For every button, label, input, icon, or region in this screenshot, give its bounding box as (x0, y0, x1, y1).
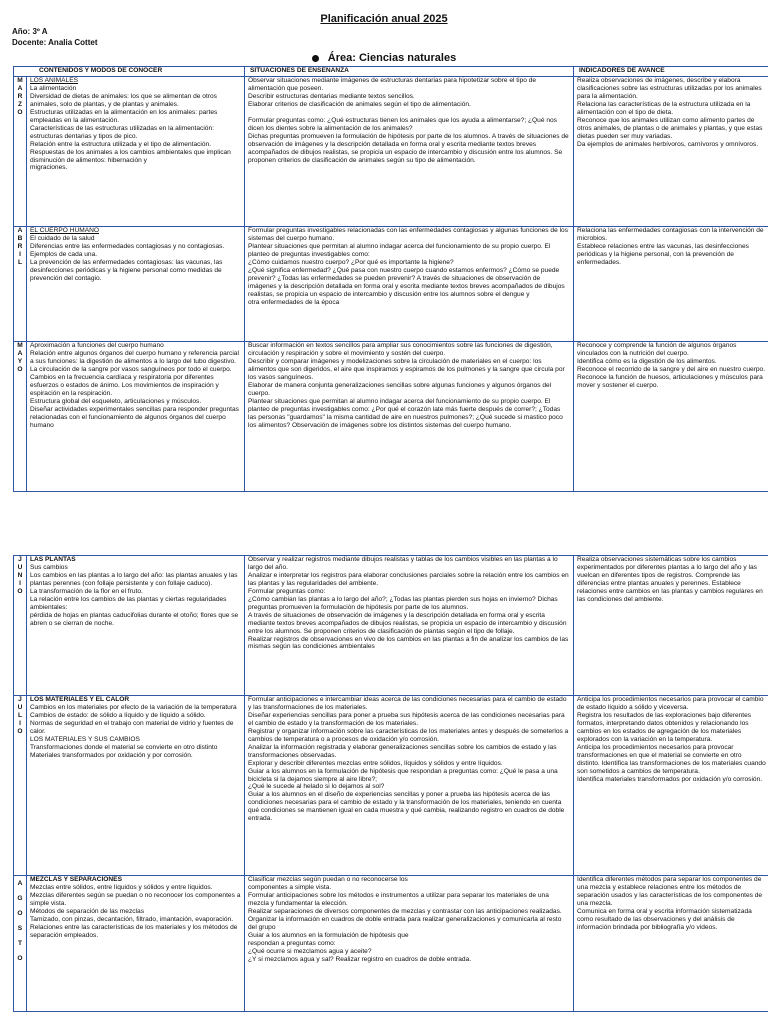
table-row (14, 876, 768, 1012)
contents-cell (27, 876, 245, 1012)
month-letter: A (17, 880, 23, 887)
content-title: LAS PLANTAS (30, 556, 76, 563)
month-letter: S (17, 925, 23, 932)
page-title: Planificación anual 2025 (320, 13, 448, 25)
content-text: Sus cambios Los cambios en las plantas a lo largo del año: las plantas anuales y las plantas perennes (con follaje persistente y con follaje caduco). La transformación de la flor en el fruto. La relación entre los cambios de las plantas y ciertas regularidades ambientales: pérdida de hojas en plantas caducifolias durante el otoño; flores que se abren o se cierran de noche. (30, 563, 239, 627)
teacher-line: Docente: Analia Cottet (12, 38, 98, 47)
month-letter: N (17, 571, 23, 579)
month-letter: T (17, 940, 23, 947)
situations-cell: Buscar información en textos sencillos para ampliar sus conocimientos sobre las funciones de digestión, circulación y respiración y sobre el movimiento y sostén del cuerpo. Describir y comparar imágenes y modelizaciones sobre la circulación de materiales en el cuerpo: los alimentos que son digeridos, el aire que inspiramos y espiramos de los pulmones y la sangre que circula por los vasos sanguíneos. Elaborar de manera conjunta generalizaciones sencillas sobre algunas funciones y algunos órganos del cuerpo. Plantear situaciones que permitan al alumno indagar acerca del funcionamiento de su propio cuerpo. El planteo de preguntas investigables como: ¿Por qué el corazón late más fuerte después de correr?; ¿Todas las personas "guardamos" la misma cantidad de aire en nuestros pulmones?; ¿Qué sucede si mastico poco los alimentos? Observación de imágenes sobre los distintos sistemas del cuerpo humano. (245, 342, 574, 492)
area-label: Área: Ciencias naturales (327, 52, 457, 64)
content-title: LOS ANIMALES (30, 77, 79, 84)
indicators-cell: Reconoce y comprende la función de algunos órganos vinculados con la nutrición del cuerpo. Identifica cómo es la digestión de los alimentos. Reconoce el recorrido de la sangre y del aire en nuestro cuerpo. Reconoce la función de huesos, articulaciones y músculos para mover y sostener el cuerpo. (574, 342, 768, 492)
month-cell (14, 227, 27, 342)
month-letter: M (17, 77, 23, 84)
content-text: El cuidado de la salud Diferencias entre las enfermedades contagiosas y no contagiosas. Ejemplos de cada una. La prevención de las enfermedades contagiosas: las vacunas, las desinfecciones periódicas y la higiene personal como medidas de prevención del contagio. (30, 234, 225, 282)
situations-cell: Formular preguntas investigables relacionadas con las enfermedades contagiosas y algunas funciones de los sistemas del cuerpo humano. Plantear situaciones que permitan al alumno indagar acerca del funcionamiento de su propio cuerpo. El planteo de preguntas investigables como: ¿Cómo cuidamos nuestro cuerpo? ¿Por qué es importante la higiene? ¿Qué significa enfermedad? ¿Qué pasa con nuestro cuerpo cuando estamos enfermos? ¿Cómo se puede prevenir? ¿Todas las enfermedades se pueden prevenir? A través de situaciones de observación de imágenes y la descripción detallada en forma oral y escrita mediante textos breves acompañados de dibujos realistas, se propicia un espacio de intercambio y discusión entre los alumnos sobre el dengue y otra enfermedades de la época (245, 227, 574, 342)
bullet-icon (312, 55, 319, 62)
month-letter: A (17, 227, 23, 234)
month-letter: O (17, 727, 23, 735)
month-letter: B (17, 234, 23, 242)
month-letter: O (17, 365, 23, 373)
year-line: Año: 3º A (12, 27, 48, 36)
month-cell (14, 77, 27, 227)
indicators-cell: Relaciona las enfermedades contagiosas con la intervención de microbios. Establece relaciones entre las vacunas, las desinfecciones periódicas y la higiene personal, con la prevención de enfermedades. (574, 227, 768, 342)
table-row (14, 696, 768, 876)
situations-cell: Formular anticipaciones e intercambiar ideas acerca de las condiciones necesarias para el cambio de estado y las transformaciones de los materiales. Diseñar experiencias sencillas para poner a prueba sus hipótesis acerca de las condiciones necesarias para el cambio de estado y la transformación de los materiales. Registrar y organizar información sobre las características de los materiales antes y después de someterlos a cambios de temperatura o a procesos de oxidación y/o corrosión. Analizar la información registrada y elaborar generalizaciones sencillas sobre los cambios de estado y las transformaciones observadas. Explorar y describir diferentes mezclas entre sólidos, líquidos y sólidos y entre líquidos. Guiar a los alumnos en la formulación de hipótesis que respondan a preguntas como: ¿Qué le pasa a una bicicleta si la dejamos siempre al aire libre?; ¿Qué le sucede al helado si lo dejamos al sol? Guiar a los alumnos en el diseño de experiencias sencillas y poner a prueba las hipótesis acerca de las condiciones necesarias para el cambio de estado y la transformación de los materiales, teniendo en cuenta qué condiciones se mantienen igual en cada muestra y qué cambia, realizando registro en cuadros de doble entrada. (245, 696, 574, 876)
month-letter: O (17, 910, 23, 917)
content-text: Aproximación a funciones del cuerpo humano Relación entre algunos órganos del cuerpo humano y referencia parcial a sus funciones: la digestión de alimentos a lo largo del tubo digestivo. La circulación de la sangre por vasos sanguíneos por todo el cuerpo. Cambios en la frecuencia cardíaca y respiratoria por diferentes esfuerzos o estados de ánimo. Los movimientos de inspiración y espiración en la respiración. Estructura global del esqueleto, articulaciones y músculos. Diseñar actividades experimentales sencillas para responder preguntas relacionadas con el funcionamiento de algunos órganos del cuerpo humano (30, 342, 239, 429)
situations-cell: Observar y realizar registros mediante dibujos realistas y tablas de los cambios visibles en las plantas a lo largo del año. Analizar e interpretar los registros para elaborar conclusiones parciales sobre la relación entre los cambios en las plantas y las regularidades del ambiente. Formular preguntas como: ¿Cómo cambian las plantas a lo largo del año?; ¿Todas las plantas pierden sus hojas en invierno? Dichas preguntas promueven la formulación de hipótesis por parte de los alumnos. A través de situaciones de observación de imágenes y la descripción detallada en forma oral y escrita mediante textos breves acompañados de dibujos realistas, se propicia un espacio de intercambio y discusión entre los alumnos. Se proponen criterios de clasificación de plantas según el tipo de follaje. Realizar registros de observaciones en vivo de los cambios en las plantas a fin de analizar los cambios de las mismas según las condiciones ambientales (245, 556, 574, 696)
contents-cell (27, 556, 245, 696)
month-letter: U (17, 563, 23, 571)
content-text: Cambios en los materiales por efecto de la variación de la temperatura Cambios de estado: de sólido a líquido y de líquido a sólido. Normas de seguridad en el trabajo con material de vidrio y fuentes de calor. LOS MATERIALES Y SUS CAMBIOS Transformaciones donde el material se convierte en otro distinto Materiales transformados por oxidación y por corrosión. (30, 703, 237, 759)
indicators-cell: Realiza observaciones de imágenes, describe y elabora clasificaciones sobre las estructuras utilizadas por los animales para la alimentación. Relaciona las características de la estructura utilizada en la alimentación con el tipo de dieta. Reconoce que los animales utilizan como alimento partes de otros animales, de plantas o de animales y plantas, y que estas dietas pueden ser muy variadas. Da ejemplos de animales herbívoros, carnívoros y omnívoros. (574, 77, 768, 227)
month-letter: A (17, 349, 23, 357)
planning-table-page-1 (13, 66, 768, 492)
situations-cell: Clasificar mezclas según puedan o no reconocerse los componentes a simple vista. Formular anticipaciones sobre los métodos e instrumentos a utilizar para separar los materiales de una mezcla y fundamentar la elección. Realizar separaciones de diversos componentes de mezclas y contrastar con las anticipaciones realizadas. Organizar la información en cuadros de doble entrada para realizar generalizaciones y comunicarla al resto del grupo Guiar a los alumnos en la formulación de hipótesis que respondan a preguntas como: ¿Qué ocurre si mezclamos agua y aceite? ¿Y si mezclamos agua y sal? Realizar registro en cuadros de doble entrada. (245, 876, 574, 1012)
indicators-cell: Identifica diferentes métodos para separar los componentes de una mezcla y establece relaciones entre los métodos de separación usados y las características de los componentes de una mezcla. Comunica en forma oral y escrita información sistematizada como resultado de las observaciones y del análisis de información brindada por bibliografía y/o videos. (574, 876, 768, 1012)
contents-cell (27, 77, 245, 227)
contents-cell (27, 342, 245, 492)
planning-table-page-2 (13, 555, 768, 1012)
table-row (14, 227, 768, 342)
content-text: Mezclas entre sólidos, entre líquidos y sólidos y entre líquidos. Mezclas diferentes según se puedan o no reconocer los componentes a simple vista. Métodos de separación de las mezclas Tamizado, con pinzas, decantación, filtrado, imantación, evaporación. Relaciones entre las características de los materiales y los métodos de separación empleados. (30, 883, 241, 939)
content-title: LOS MATERIALES Y EL CALOR (30, 696, 130, 703)
table-header-row (14, 67, 768, 77)
month-letter: I (19, 719, 21, 727)
indicators-cell: Realiza observaciones sistemáticas sobre los cambios experimentados por diferentes plantas a lo largo del año y las vuelcan en diferentes tipos de registros. Comprende las diferencias entre plantas anuales y perennes. Establece relaciones entre cambios en las plantas y cambios regulares en las condiciones del ambiente. (574, 556, 768, 696)
column-header-situations: SITUACIONES DE ENSEÑANZA (245, 67, 574, 77)
column-header-indicators: INDICADORES DE AVANCE (574, 67, 768, 77)
contents-cell (27, 227, 245, 342)
month-cell (14, 876, 27, 1012)
month-cell (14, 342, 27, 492)
content-text: La alimentación Diversidad de dietas de animales: los que se alimentan de otros animales, solo de plantas, y de plantas y animales. Estructuras utilizadas en la alimentación en los animales: partes empleadas en la alimentación. Características de las estructuras utilizadas en la alimentación: estructuras dentarias y tipos de pico. Relación entre la estructura utilizada y el tipo de alimentación. Respuestas de los animales a los cambios ambientales que implican disminución de alimentos: hibernación y migraciones. (30, 84, 231, 172)
table-row (14, 342, 768, 492)
month-letter: O (17, 587, 23, 595)
month-letter: J (18, 556, 22, 563)
month-cell (14, 556, 27, 696)
month-cell (14, 696, 27, 876)
content-title: EL CUERPO HUMANO (30, 227, 99, 234)
month-letter: A (17, 84, 23, 92)
month-letter: I (19, 250, 21, 258)
table-row (14, 556, 768, 696)
month-letter: R (17, 92, 23, 100)
month-letter: Y (17, 357, 23, 365)
content-title: MEZCLAS Y SEPARACIONES (30, 876, 122, 883)
month-letter: U (17, 703, 23, 711)
month-letter: G (17, 895, 23, 902)
month-letter: R (17, 242, 23, 250)
column-header-contents: CONTENIDOS Y MODOS DE CONOCER (14, 67, 245, 77)
month-letter: L (17, 258, 23, 266)
month-letter: O (17, 108, 23, 116)
month-letter: O (17, 955, 23, 962)
contents-cell (27, 696, 245, 876)
month-letter: Z (17, 100, 23, 108)
month-letter: M (17, 342, 23, 349)
month-letter: J (18, 696, 22, 703)
month-letter: L (17, 711, 23, 719)
area-heading (0, 52, 768, 64)
table-row (14, 77, 768, 227)
situations-cell: Observar situaciones mediante imágenes de estructuras dentarias para hipotetizar sobre el tipo de alimentación que poseen. Describir estructuras dentarias mediante textos sencillos. Elaborar criterios de clasificación de animales según el tipo de alimentación. Formular preguntas como: ¿Qué estructuras tienen los animales que los ayuda a alimentarse?; ¿Qué nos dicen los dientes sobre la alimentación de los animales? Dichas preguntas promueven la formulación de hipótesis por parte de los alumnos. A través de situaciones de observación de imágenes y la descripción detallada en forma oral y escrita mediante textos breves acompañados de dibujos realistas, se propicia un espacio de intercambio y discusión entre los alumnos. Se proponen criterios de clasificación de animales según su tipo de alimentación. (245, 77, 574, 227)
month-letter: I (19, 579, 21, 587)
indicators-cell: Anticipa los procedimientos necesarios para provocar el cambio de estado líquido a sólido y viceversa. Registra los resultados de las exploraciones bajo diferentes formatos, interpretando datos obtenidos y relacionando los cambios en los estados de agregación de los materiales explorados con la variación en la temperatura. Anticipa los procedimientos necesarios para provocar transformaciones en que el material se convierte en otro distinto. Identifica las transformaciones de los materiales cuando son sometidos a cambios de temperatura. Identifica materiales transformados por oxidación y/o corrosión. (574, 696, 768, 876)
